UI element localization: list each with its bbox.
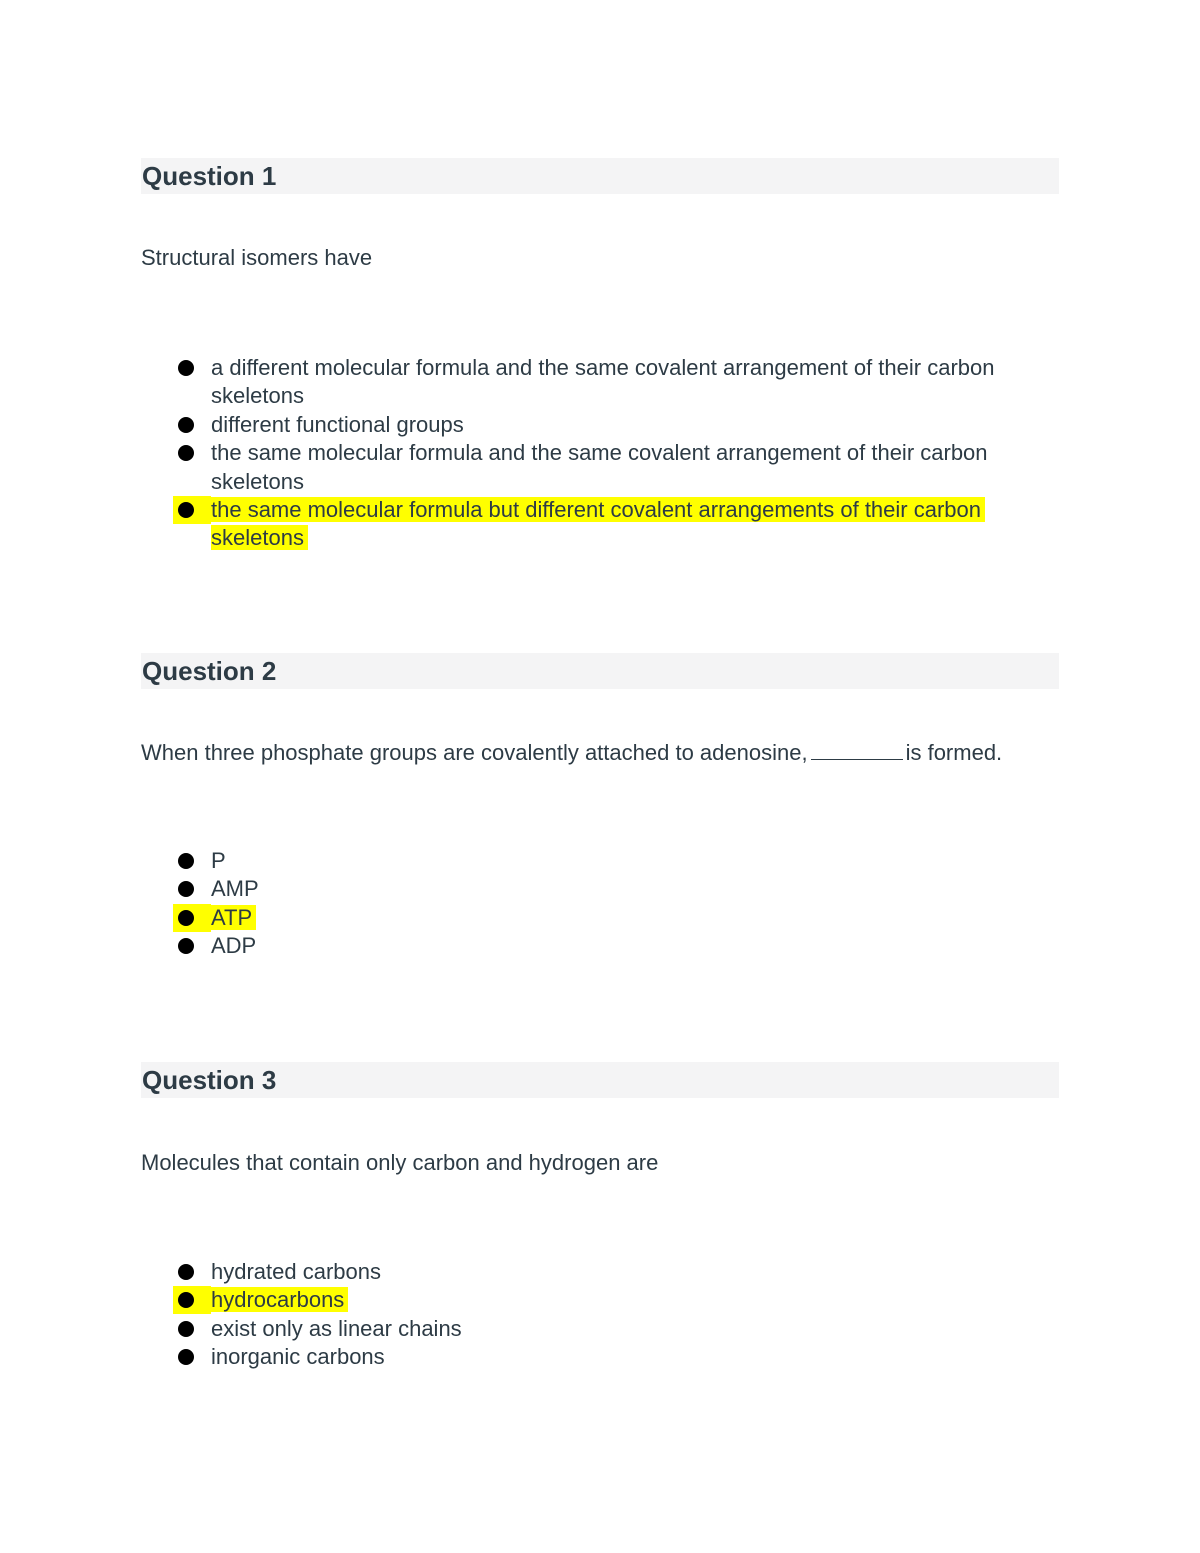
question-prompt: Molecules that contain only carbon and hydrogen are [141,1150,659,1175]
answer-option-text: AMP [211,876,259,902]
bullet-icon [178,1349,194,1365]
bullet-icon [178,502,194,518]
question-prompt: Structural isomers have [141,245,373,270]
bullet-icon [178,938,194,954]
bullet-icon [178,417,194,433]
question-title: Question 2 [141,653,1059,689]
answer-option-text: the same molecular formula but different covalent arrangements of their carbon skeletons [211,497,985,550]
bullet-icon [178,360,194,376]
bullet-icon [178,881,194,897]
answer-option-text: the same molecular formula and the same covalent arrangement of their carbon skeletons [211,440,988,494]
prompt-text-after: is formed. [905,740,1003,765]
answer-option[interactable] [175,1258,1055,1286]
answer-option[interactable] [175,1343,1055,1371]
answer-option-highlighted[interactable] [175,1286,1055,1314]
answer-option-text: different functional groups [211,411,464,437]
bullet-icon [178,910,194,926]
answer-option[interactable] [175,1315,1055,1343]
question-2 [141,653,1059,959]
answer-option-text: ADP [211,933,257,959]
question-3 [141,1062,1059,1370]
answer-option-highlighted[interactable] [175,496,1055,553]
answer-options [175,1258,1055,1372]
answer-option[interactable] [175,354,1055,411]
answer-option-text: exist only as linear chains [211,1315,462,1341]
answer-options [175,847,1055,961]
answer-option[interactable] [175,439,1055,496]
answer-option-text: ATP [211,905,256,930]
bullet-icon [178,1321,194,1337]
question-1 [141,158,1059,551]
answer-option-highlighted[interactable] [175,904,1055,932]
fill-in-blank [811,741,903,760]
answer-options [175,354,1055,553]
answer-option-text: inorganic carbons [211,1344,385,1370]
bullet-icon [178,445,194,461]
question-title: Question 3 [141,1062,1059,1098]
answer-option-text: hydrocarbons [211,1287,348,1312]
question-prompt [141,739,1002,767]
answer-option[interactable] [175,875,1055,903]
question-title: Question 1 [141,158,1059,194]
answer-option-text: P [211,848,226,873]
bullet-icon [178,853,194,869]
answer-option-text: hydrated carbons [211,1259,381,1284]
answer-option[interactable] [175,847,1055,875]
answer-option[interactable] [175,932,1055,960]
bullet-icon [178,1264,194,1280]
answer-option-text: a different molecular formula and the same covalent arrangement of their carbon skeletons [211,355,995,409]
prompt-text-before: When three phosphate groups are covalently attached to adenosine, [141,740,808,765]
answer-option[interactable] [175,411,1055,439]
